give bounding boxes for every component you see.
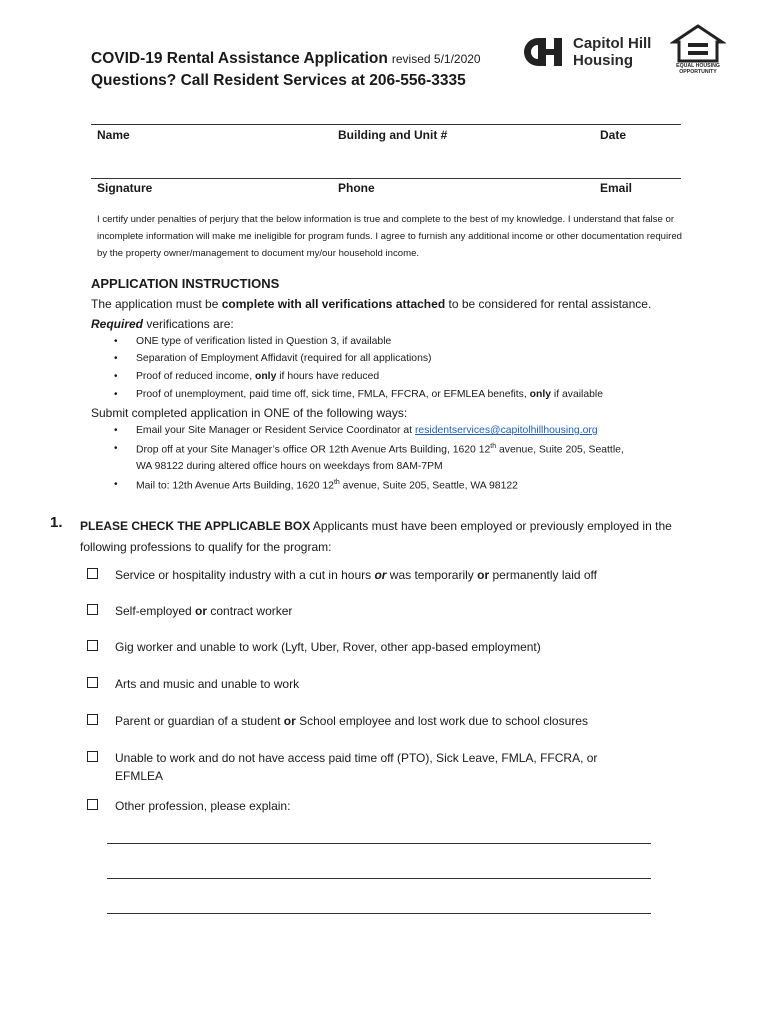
logo-line-2: Housing [573,52,633,69]
dropoff-text-c: avenue, Suite 205, Seattle, [496,444,624,456]
explain-line-2[interactable] [107,878,651,879]
checkbox[interactable] [87,604,98,615]
email-link[interactable]: residentservices@capitolhillhousing.org [414,425,598,436]
page-title [91,50,481,68]
house-icon [670,23,726,63]
logo-text [573,35,651,69]
verification-item [114,353,432,364]
verification-bold: only [254,371,277,382]
option-label: Self-employed or contract worker [115,604,293,618]
email-label: Email [600,181,633,195]
required-word: Required [91,317,144,331]
verification-item [114,371,380,382]
intro-pre: The application must be [91,297,222,311]
title-text: COVID-19 Rental Assistance Application [91,50,388,67]
question-text [80,516,690,558]
verification-text: ONE type of verification listed in Question 3, if available [136,336,392,347]
instructions-heading: APPLICATION INSTRUCTIONS [91,276,280,291]
eho-label: EQUAL HOUSING OPPORTUNITY [676,63,720,75]
checkbox[interactable] [87,677,98,688]
verification-text: Proof of unemployment, paid time off, sick time, FMLA, FFCRA, or EFMLEA benefits, [136,389,530,400]
explain-line-3[interactable] [107,913,651,914]
instructions-intro [91,297,651,311]
bullet-icon: • [114,425,118,436]
required-post: verifications are: [143,317,234,331]
submit-item-mail [114,479,518,492]
mail-superscript: th [333,479,340,486]
option-label: Gig worker and unable to work (Lyft, Uber, Rover, other app-based employment) [115,640,541,654]
submit-item-dropoff [114,443,624,456]
question-body: Applicants must have been employed or previously employed in the following professions to qualify for the program: [80,519,672,554]
capitol-hill-housing-logo [518,33,663,73]
bullet-icon: • [114,389,118,400]
option-label: Arts and music and unable to work [115,677,300,691]
submit-item-email [114,425,598,436]
submit-line: Submit completed application in ONE of the following ways: [91,406,408,420]
signature-label: Signature [97,181,153,195]
option-label: Parent or guardian of a student or School employee and lost work due to school closures [115,714,588,728]
bullet-icon: • [114,479,118,490]
building-unit-label: Building and Unit # [338,128,448,142]
submit-item-dropoff-cont: WA 98122 during altered office hours on weekdays from 8AM-7PM [136,461,443,472]
checkbox[interactable] [87,751,98,762]
logo-line-1: Capitol Hill [573,35,652,52]
checkbox[interactable] [87,640,98,651]
bullet-icon: • [114,336,118,347]
verification-text: Separation of Employment Affidavit (required for all applications) [136,353,432,364]
revision-date: revised 5/1/2020 [391,52,481,66]
bullet-icon: • [114,443,118,454]
dropoff-superscript: th [490,443,497,450]
phone-label: Phone [338,181,375,195]
field-rule-top [91,124,681,125]
name-label: Name [97,128,130,142]
intro-post: to be considered for rental assistance. [445,297,652,311]
verification-text: Proof of reduced income, [136,371,255,382]
required-verifications-line [91,317,234,331]
checkbox[interactable] [87,799,98,810]
option-label: Other profession, please explain: [115,799,291,813]
dropoff-text-a: Drop off at your Site Manager’s office OR 12th Avenue Arts Building, 1620 12 [136,444,491,456]
contact-line: Questions? Call Resident Services at 206-556-3335 [91,72,466,89]
mail-text-c: avenue, Suite 205, Seattle, WA 98122 [339,480,518,492]
verification-bold: only [529,389,552,400]
bullet-icon: • [114,353,118,364]
option-label: Service or hospitality industry with a cut in hours or was temporarily or permanently laid off [115,568,597,582]
verification-item [114,336,392,347]
chh-logo-icon [518,34,568,70]
certification-statement: I certify under penalties of perjury that the below information is true and complete to the best of my knowledge. I understand that false or incomplete information will make me ineligible for program funds. I agree to furnish any additional income or other documentation required by the property owner/management to document my/our household income. [97,214,682,259]
checkbox[interactable] [87,714,98,725]
option-label: Unable to work and do not have access paid time off (PTO), Sick Leave, FMLA, FFCRA, or EFMLEA [115,751,598,783]
explain-line-1[interactable] [107,843,651,844]
verification-post: if hours have reduced [276,371,380,382]
checkbox[interactable] [87,568,98,579]
submit-email-text: Email your Site Manager or Resident Service Coordinator at [136,425,415,436]
bullet-icon: • [114,371,118,382]
equal-housing-logo [670,23,726,79]
verification-post: if available [551,389,604,400]
intro-bold: complete with all verifications attached [221,297,446,311]
date-label: Date [600,128,627,142]
question-bold: PLEASE CHECK THE APPLICABLE BOX [80,519,311,533]
verification-item [114,389,604,400]
mail-text-a: Mail to: 12th Avenue Arts Building, 1620 12 [136,480,334,492]
question-number: 1. [50,514,63,531]
field-rule-middle [91,178,681,179]
